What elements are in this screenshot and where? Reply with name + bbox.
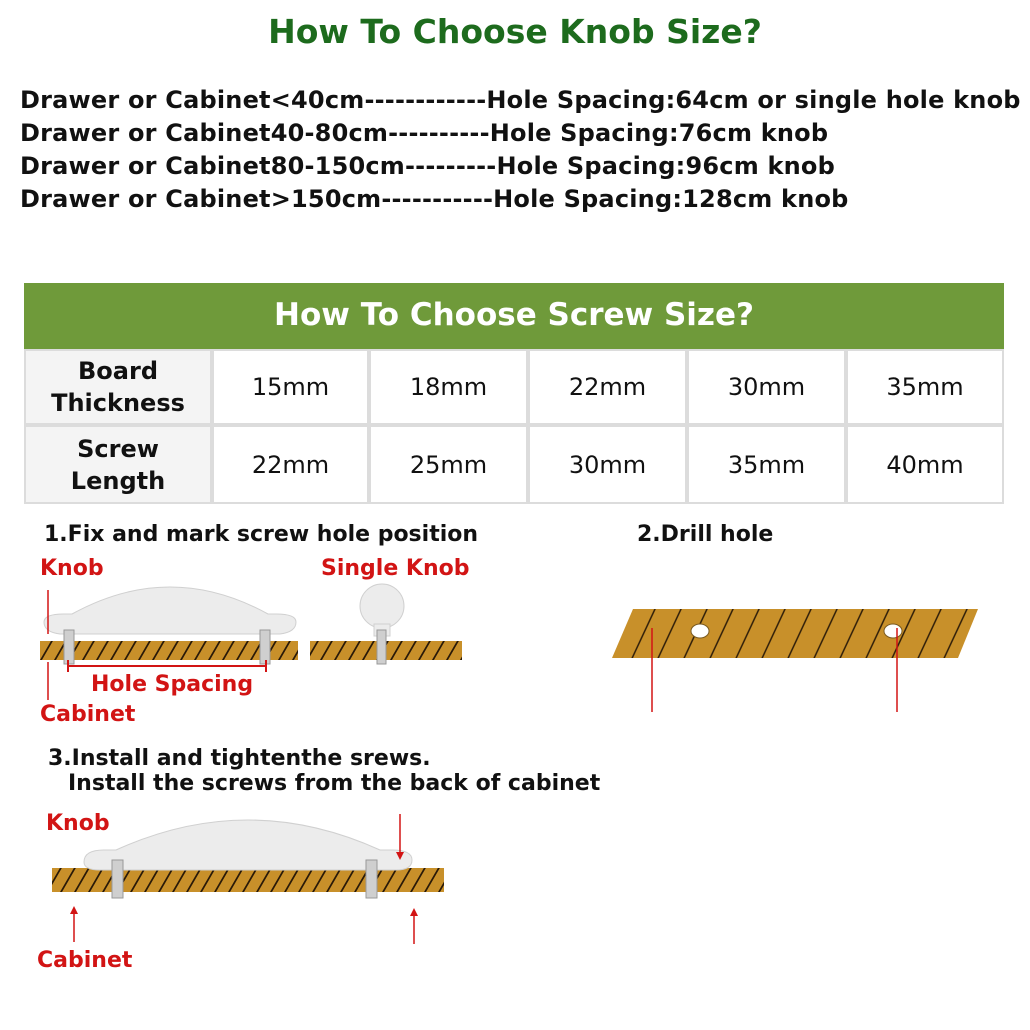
step3-install-diagram — [52, 814, 444, 944]
hole-spacing-label: Hole Spacing — [91, 672, 254, 697]
screw — [112, 860, 123, 898]
table-cell: 22mm — [530, 351, 685, 423]
step2-drill-diagram — [612, 609, 978, 712]
step2-caption: 2.Drill hole — [637, 522, 774, 547]
table-cell: 40mm — [848, 427, 1002, 502]
cabinet-board — [40, 641, 298, 660]
knob-rule-2: Drawer or Cabinet40-80cm----------Hole Spacing:76cm knob — [20, 119, 829, 147]
knob-label: Knob — [40, 556, 104, 581]
screw-table-title: How To Choose Screw Size? — [24, 283, 1004, 352]
bar-handle — [44, 587, 296, 634]
step1-caption: 1.Fix and mark screw hole position — [44, 522, 479, 547]
step3-cabinet-label: Cabinet — [37, 948, 133, 973]
drill-hole — [884, 624, 902, 638]
screw — [366, 860, 377, 898]
screw — [377, 630, 386, 664]
knob-size-title: How To Choose Knob Size? — [268, 12, 762, 51]
single-knob-label: Single Knob — [321, 556, 470, 581]
row-label-board-thickness: Board Thickness — [26, 351, 210, 423]
drill-hole — [691, 624, 709, 638]
table-cell: 22mm — [214, 427, 367, 502]
step3-caption-line1: 3.Install and tightenthe srews. — [48, 746, 431, 771]
step3-caption-line2: Install the screws from the back of cabinet — [68, 771, 601, 796]
row-label-screw-length: Screw Length — [26, 427, 210, 502]
drilled-board — [612, 609, 978, 658]
table-cell: 30mm — [530, 427, 685, 502]
table-cell: 25mm — [371, 427, 526, 502]
table-cell: 15mm — [214, 351, 367, 423]
knob-rule-1: Drawer or Cabinet<40cm------------Hole Spacing:64cm or single hole knob — [20, 86, 1021, 114]
cabinet-label: Cabinet — [40, 702, 136, 727]
knob-rule-3: Drawer or Cabinet80-150cm---------Hole Spacing:96cm knob — [20, 152, 835, 180]
bar-handle — [84, 820, 412, 870]
step3-knob-label: Knob — [46, 811, 110, 836]
table-cell: 35mm — [848, 351, 1002, 423]
cabinet-board — [52, 868, 444, 892]
knob-rule-4: Drawer or Cabinet>150cm-----------Hole Spacing:128cm knob — [20, 185, 849, 213]
screw — [64, 630, 74, 664]
step1-single-knob-diagram — [310, 584, 462, 664]
table-cell: 18mm — [371, 351, 526, 423]
table-cell: 35mm — [689, 427, 844, 502]
screw — [260, 630, 270, 664]
single-knob — [360, 584, 404, 628]
table-cell: 30mm — [689, 351, 844, 423]
